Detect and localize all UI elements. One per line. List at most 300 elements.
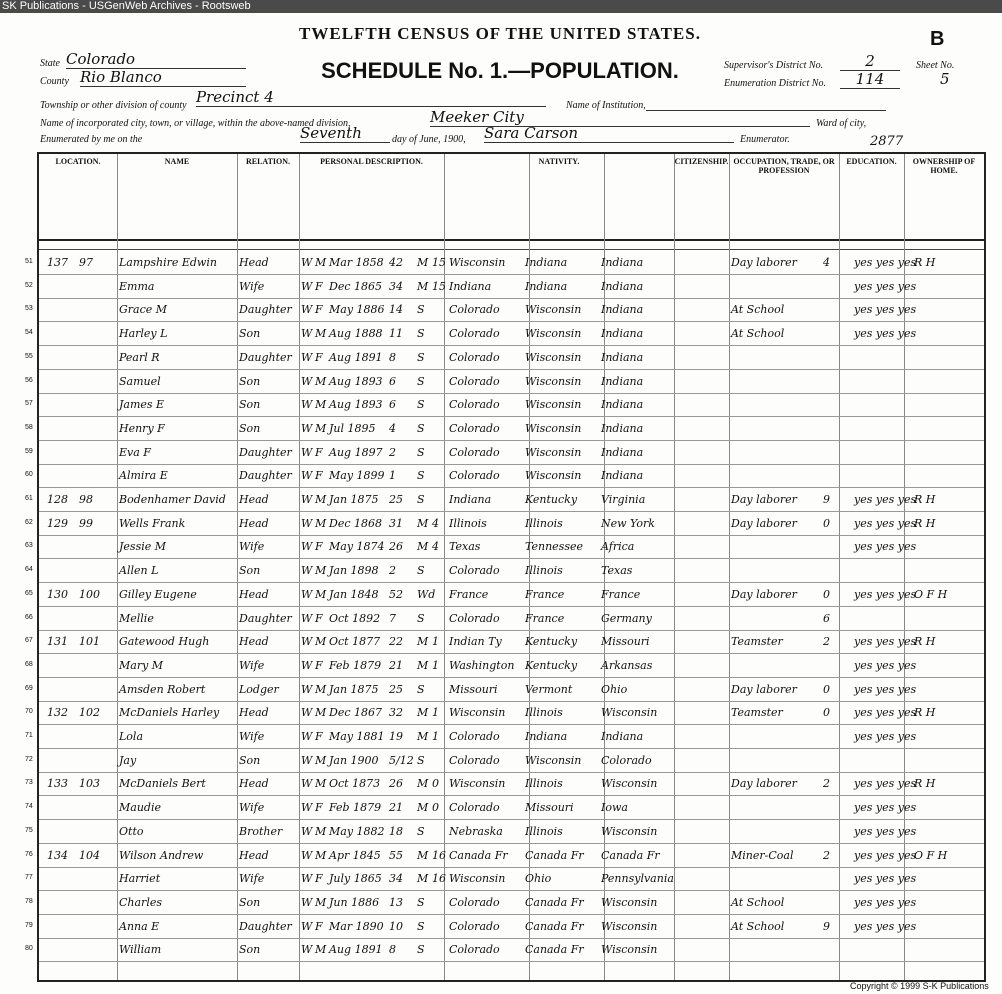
line-number: 80 bbox=[25, 945, 33, 953]
cell-race: W bbox=[301, 516, 313, 530]
line-number: 75 bbox=[25, 826, 33, 834]
cell-y: 1 bbox=[432, 730, 439, 743]
cell-bp: Texas bbox=[449, 540, 481, 554]
cell-ms: M bbox=[417, 516, 429, 530]
census-title: TWELFTH CENSUS OF THE UNITED STATES. bbox=[299, 24, 701, 43]
cell-age: 4 bbox=[389, 421, 396, 435]
table-row bbox=[25, 728, 984, 745]
cell-ed: yes yes yes bbox=[854, 493, 917, 506]
line-number: 54 bbox=[25, 329, 33, 337]
cell-fbp: Indiana bbox=[525, 730, 568, 743]
cell-own: R H bbox=[914, 256, 936, 269]
cell-race: W bbox=[301, 682, 313, 696]
cell-sex: F bbox=[315, 872, 323, 886]
cell-ms: M bbox=[417, 801, 429, 815]
cell-bp: Colorado bbox=[449, 303, 500, 317]
cell-rel: Wife bbox=[239, 658, 265, 672]
cell-occ: Day laborer bbox=[731, 587, 797, 601]
cell-ed: yes yes yes bbox=[854, 706, 917, 720]
grid-hline bbox=[39, 961, 984, 962]
cell-rel: Wife bbox=[239, 730, 265, 743]
enum-day: Seventh bbox=[300, 124, 390, 143]
cell-rel: Wife bbox=[239, 540, 265, 554]
cell-rel: Head bbox=[239, 635, 269, 649]
line-number: 73 bbox=[25, 779, 33, 787]
cell-birth: Jan 1898 bbox=[329, 564, 379, 578]
cell-name: Gatewood Hugh bbox=[119, 635, 210, 649]
cell-sex: F bbox=[315, 730, 323, 743]
cell-y: 16 bbox=[432, 872, 446, 886]
table-row bbox=[25, 586, 984, 603]
table-row bbox=[25, 681, 984, 698]
cell-birth: Aug 1891 bbox=[329, 350, 383, 364]
cell-rel: Wife bbox=[239, 279, 265, 293]
cell-fbp: Tennessee bbox=[525, 540, 583, 554]
cell-mbp: Indiana bbox=[601, 421, 644, 435]
table-row bbox=[25, 562, 984, 579]
sheet-letter: B bbox=[930, 28, 945, 50]
cell-name: Wilson Andrew bbox=[119, 848, 204, 862]
table-row bbox=[25, 349, 984, 366]
cell-bp: Missouri bbox=[449, 682, 498, 696]
cell-name: Emma bbox=[119, 279, 155, 293]
grid-hline bbox=[39, 653, 984, 654]
line-number: 59 bbox=[25, 447, 33, 455]
cell-rel: Daughter bbox=[239, 611, 292, 625]
cell-fbp: Kentucky bbox=[525, 635, 578, 649]
cell-bp: Washington bbox=[449, 658, 515, 672]
cell-race: W bbox=[301, 279, 313, 293]
cell-race: W bbox=[301, 801, 313, 815]
cell-race: W bbox=[301, 493, 313, 506]
cell-name: Lampshire Edwin bbox=[119, 256, 217, 269]
cell-dw: 137 bbox=[47, 256, 68, 269]
cell-bp: Wisconsin bbox=[449, 706, 506, 720]
cell-birth: Feb 1879 bbox=[329, 658, 382, 672]
cell-name: Grace M bbox=[119, 303, 168, 317]
cell-dw: 132 bbox=[47, 706, 68, 720]
cell-race: W bbox=[301, 895, 313, 909]
cell-y: 1 bbox=[432, 706, 439, 720]
cell-name: Harriet bbox=[119, 872, 161, 886]
line-number: 71 bbox=[25, 732, 33, 739]
cell-name: William bbox=[119, 943, 162, 957]
cell-age: 25 bbox=[389, 493, 403, 506]
cell-fbp: Canada Fr bbox=[525, 895, 584, 909]
grid-hline bbox=[39, 867, 984, 868]
supervisor-label: Supervisor's District No. bbox=[724, 60, 824, 71]
table-row bbox=[25, 704, 984, 721]
cell-name: Henry F bbox=[119, 421, 165, 435]
cell-ms: S bbox=[417, 398, 425, 412]
line-number: 74 bbox=[25, 803, 33, 811]
cell-birth: Mar 1890 bbox=[329, 919, 384, 933]
cell-name: Otto bbox=[119, 824, 144, 838]
day-of-label: day of June, 1900, bbox=[392, 134, 466, 145]
table-row bbox=[25, 396, 984, 413]
cell-bp: Indiana bbox=[449, 279, 492, 293]
cell-bp: Colorado bbox=[449, 801, 500, 815]
cell-ms: S bbox=[417, 327, 425, 341]
cell-rel: Head bbox=[239, 516, 269, 530]
cell-age: 25 bbox=[389, 682, 403, 696]
cell-race: W bbox=[301, 421, 313, 435]
table-row bbox=[25, 325, 984, 342]
cell-mbp: Africa bbox=[601, 540, 635, 554]
cell-rel: Head bbox=[239, 706, 269, 720]
cell-bp: Colorado bbox=[449, 611, 500, 625]
cell-ms: M bbox=[417, 256, 429, 269]
cell-ed: yes yes yes bbox=[854, 327, 917, 341]
table-row bbox=[25, 894, 984, 911]
cell-rel: Daughter bbox=[239, 350, 292, 364]
table-row bbox=[25, 301, 984, 318]
cell-age: 52 bbox=[389, 587, 403, 601]
cell-rel: Wife bbox=[239, 801, 265, 815]
cell-race: W bbox=[301, 919, 313, 933]
table-row bbox=[25, 444, 984, 461]
cell-birth: July 1865 bbox=[329, 872, 382, 886]
cell-rel: Son bbox=[239, 374, 261, 388]
state-label: State bbox=[40, 58, 60, 69]
line-number: 61 bbox=[25, 495, 33, 502]
cell-rel: Head bbox=[239, 493, 269, 506]
cell-sex: M bbox=[315, 374, 327, 388]
cell-bp: Colorado bbox=[449, 445, 500, 459]
cell-own: R H bbox=[914, 516, 936, 530]
cell-birth: Oct 1873 bbox=[329, 777, 381, 791]
cell-ms: Wd bbox=[417, 587, 436, 601]
cell-bp: Colorado bbox=[449, 919, 500, 933]
cell-age: 26 bbox=[389, 540, 403, 554]
cell-ms: M bbox=[417, 658, 429, 672]
cell-bp: Wisconsin bbox=[449, 256, 506, 269]
cell-ms: S bbox=[417, 303, 425, 317]
line-number: 58 bbox=[25, 423, 33, 431]
cell-rel: Head bbox=[239, 848, 269, 862]
cell-birth: May 1881 bbox=[329, 730, 385, 743]
cell-y: 15 bbox=[432, 256, 446, 269]
cell-race: W bbox=[301, 445, 313, 459]
cell-mbp: Wisconsin bbox=[601, 777, 658, 791]
cell-rel: Son bbox=[239, 421, 261, 435]
schedule-title: SCHEDULE No. 1.—POPULATION. bbox=[321, 58, 679, 83]
cell-sex: M bbox=[315, 943, 327, 957]
cell-bp: Illinois bbox=[449, 516, 487, 530]
cell-mbp: Pennsylvania bbox=[601, 872, 674, 886]
cell-ed: yes yes yes bbox=[854, 256, 917, 269]
cell-name: Harley L bbox=[119, 327, 168, 341]
cell-dw: 134 bbox=[47, 848, 68, 862]
cell-race: W bbox=[301, 872, 313, 886]
cell-age: 11 bbox=[389, 327, 403, 341]
table-row bbox=[25, 610, 984, 627]
table-row bbox=[25, 467, 984, 484]
table-row bbox=[25, 847, 984, 864]
cell-bp: France bbox=[449, 587, 489, 601]
cell-fbp: Illinois bbox=[525, 777, 563, 791]
cell-mbp: Iowa bbox=[601, 801, 628, 815]
line-number: 72 bbox=[25, 755, 33, 763]
cell-mbp: Indiana bbox=[601, 256, 644, 269]
cell-race: W bbox=[301, 564, 313, 578]
cell-y: 0 bbox=[432, 777, 439, 791]
cell-fbp: Wisconsin bbox=[525, 469, 582, 483]
cell-mo: 2 bbox=[823, 777, 830, 791]
cell-ms: S bbox=[417, 824, 425, 838]
cell-ms: M bbox=[417, 777, 429, 791]
table-row bbox=[25, 941, 984, 958]
line-number: 56 bbox=[25, 376, 33, 384]
cell-bp: Colorado bbox=[449, 350, 500, 364]
cell-mo: 6 bbox=[823, 611, 830, 625]
cell-bp: Canada Fr bbox=[449, 848, 508, 862]
line-number: 70 bbox=[25, 708, 33, 716]
grid-hline bbox=[39, 819, 984, 820]
cell-ms: M bbox=[417, 848, 429, 862]
cell-own: R H bbox=[914, 706, 936, 720]
cell-occ: Teamster bbox=[731, 706, 783, 720]
cell-mo: 2 bbox=[823, 848, 830, 862]
cell-name: Eva F bbox=[119, 445, 151, 459]
line-number: 77 bbox=[25, 874, 33, 882]
grid-hline bbox=[39, 677, 984, 678]
cell-sex: M bbox=[315, 516, 327, 530]
cell-mbp: Wisconsin bbox=[601, 706, 658, 720]
cell-fbp: Missouri bbox=[525, 801, 574, 815]
state-value: Colorado bbox=[66, 50, 246, 69]
grid-hline bbox=[39, 464, 984, 465]
cell-race: W bbox=[301, 753, 313, 767]
cell-bp: Colorado bbox=[449, 398, 500, 412]
cell-age: 13 bbox=[389, 895, 403, 909]
cell-ed: yes yes yes bbox=[854, 635, 917, 649]
cell-fbp: Kentucky bbox=[525, 493, 578, 506]
cell-sex: F bbox=[315, 303, 323, 317]
table-row bbox=[25, 633, 984, 650]
cell-mbp: Indiana bbox=[601, 279, 644, 293]
cell-own: R H bbox=[914, 493, 936, 506]
cell-ms: S bbox=[417, 421, 425, 435]
cell-mo: 9 bbox=[823, 493, 830, 506]
cell-birth: Aug 1891 bbox=[329, 943, 383, 957]
cell-y: 16 bbox=[432, 848, 446, 862]
cell-birth: Dec 1868 bbox=[329, 516, 382, 530]
cell-occ: At School bbox=[731, 303, 785, 317]
cell-birth: Aug 1893 bbox=[329, 374, 383, 388]
cell-fbp: Illinois bbox=[525, 706, 563, 720]
cell-age: 14 bbox=[389, 303, 403, 317]
cell-rel: Son bbox=[239, 943, 261, 957]
grid-hline bbox=[39, 487, 984, 488]
cell-race: W bbox=[301, 587, 313, 601]
cell-rel: Daughter bbox=[239, 303, 292, 317]
cell-rel: Son bbox=[239, 753, 261, 767]
cell-occ: At School bbox=[731, 895, 785, 909]
cell-rel: Head bbox=[239, 587, 269, 601]
cell-dw: 131 bbox=[47, 635, 68, 649]
cell-race: W bbox=[301, 256, 313, 269]
cell-mbp: France bbox=[601, 587, 641, 601]
cell-ms: S bbox=[417, 469, 425, 483]
enumerated-label: Enumerated by me on the bbox=[40, 134, 143, 145]
cell-fbp: Vermont bbox=[525, 682, 573, 696]
cell-sex: M bbox=[315, 493, 327, 506]
cell-mbp: New York bbox=[601, 516, 655, 530]
cell-occ: Miner-Coal bbox=[731, 848, 794, 862]
grid-hline bbox=[39, 393, 984, 394]
table-row bbox=[25, 254, 984, 271]
col-education: EDUCATION. bbox=[839, 154, 905, 239]
cell-birth: Jan 1875 bbox=[329, 682, 379, 696]
cell-fbp: Illinois bbox=[525, 824, 563, 838]
cell-mbp: Wisconsin bbox=[601, 895, 658, 909]
table-row bbox=[25, 538, 984, 555]
cell-sex: M bbox=[315, 587, 327, 601]
cell-name: James E bbox=[119, 398, 165, 412]
cell-race: W bbox=[301, 398, 313, 412]
cell-birth: Dec 1865 bbox=[329, 279, 382, 293]
cell-age: 2 bbox=[389, 564, 396, 578]
cell-bp: Colorado bbox=[449, 469, 500, 483]
cell-own: R H bbox=[914, 777, 936, 791]
cell-birth: Oct 1892 bbox=[329, 611, 381, 625]
cell-age: 2 bbox=[389, 445, 396, 459]
cell-occ: Day laborer bbox=[731, 516, 797, 530]
cell-ms: M bbox=[417, 635, 429, 649]
cell-bp: Colorado bbox=[449, 943, 500, 957]
cell-bp: Indiana bbox=[449, 493, 492, 506]
cell-race: W bbox=[301, 824, 313, 838]
cell-mbp: Colorado bbox=[601, 753, 652, 767]
cell-age: 34 bbox=[389, 872, 403, 886]
cell-name: Bodenhamer David bbox=[119, 493, 226, 506]
line-number: 76 bbox=[25, 850, 33, 858]
cell-mo: 9 bbox=[823, 919, 830, 933]
cell-age: 55 bbox=[389, 848, 403, 862]
cell-birth: Feb 1879 bbox=[329, 801, 382, 815]
cell-bp: Colorado bbox=[449, 421, 500, 435]
cell-sex: M bbox=[315, 256, 327, 269]
cell-age: 42 bbox=[389, 256, 403, 269]
cell-mo: 2 bbox=[823, 635, 830, 649]
cell-y: 0 bbox=[432, 801, 439, 815]
table-row bbox=[25, 373, 984, 390]
cell-fbp: Illinois bbox=[525, 516, 563, 530]
line-number: 52 bbox=[25, 281, 33, 289]
cell-ed: yes yes yes bbox=[854, 587, 917, 601]
cell-fam: 99 bbox=[79, 516, 93, 530]
stamp-number: 2877 bbox=[870, 134, 904, 149]
cell-ms: M bbox=[417, 730, 429, 743]
cell-bp: Colorado bbox=[449, 895, 500, 909]
grid-hline bbox=[39, 511, 984, 512]
cell-name: McDaniels Harley bbox=[119, 706, 220, 720]
cell-ed: yes yes yes bbox=[854, 919, 917, 933]
enum-district-label: Enumeration District No. bbox=[724, 78, 826, 89]
cell-ed: yes yes yes bbox=[854, 872, 917, 886]
cell-fam: 102 bbox=[79, 706, 100, 720]
cell-ms: M bbox=[417, 279, 429, 293]
cell-race: W bbox=[301, 777, 313, 791]
enumerator-name: Sara Carson bbox=[484, 124, 734, 143]
cell-sex: F bbox=[315, 611, 323, 625]
cell-race: W bbox=[301, 469, 313, 483]
cell-rel: Head bbox=[239, 256, 269, 269]
line-number: 51 bbox=[25, 258, 33, 265]
cell-race: W bbox=[301, 730, 313, 743]
cell-birth: May 1882 bbox=[329, 824, 385, 838]
cell-fbp: France bbox=[525, 611, 565, 625]
cell-name: Jay bbox=[119, 753, 137, 767]
city-label: Name of incorporated city, town, or village, within the above-named division, bbox=[40, 118, 351, 129]
county-value: Rio Blanco bbox=[80, 68, 246, 87]
cell-sex: M bbox=[315, 421, 327, 435]
cell-ed: yes yes yes bbox=[854, 658, 917, 672]
cell-fbp: Ohio bbox=[525, 872, 552, 886]
cell-name: Mary M bbox=[119, 658, 164, 672]
cell-age: 22 bbox=[389, 635, 403, 649]
grid-hline bbox=[39, 843, 984, 844]
cell-name: Wells Frank bbox=[119, 516, 186, 530]
cell-sex: M bbox=[315, 635, 327, 649]
cell-ms: M bbox=[417, 872, 429, 886]
cell-rel: Son bbox=[239, 398, 261, 412]
cell-rel: Lodger bbox=[239, 682, 279, 696]
cell-y: 1 bbox=[432, 635, 439, 649]
col-relation: RELATION. bbox=[237, 154, 300, 239]
cell-birth: Jan 1875 bbox=[329, 493, 379, 506]
cell-occ: At School bbox=[731, 919, 785, 933]
cell-ms: S bbox=[417, 753, 425, 767]
cell-age: 6 bbox=[389, 374, 396, 388]
cell-birth: Jun 1886 bbox=[329, 895, 380, 909]
cell-sex: F bbox=[315, 469, 323, 483]
cell-sex: M bbox=[315, 398, 327, 412]
cell-sex: M bbox=[315, 824, 327, 838]
table-row bbox=[25, 823, 984, 840]
cell-sex: F bbox=[315, 919, 323, 933]
cell-fbp: Wisconsin bbox=[525, 753, 582, 767]
cell-name: Jessie M bbox=[119, 540, 166, 554]
cell-age: 21 bbox=[389, 658, 403, 672]
grid-hline bbox=[39, 274, 984, 275]
cell-mbp: Indiana bbox=[601, 730, 644, 743]
cell-name: Gilley Eugene bbox=[119, 587, 197, 601]
grid-hline bbox=[39, 298, 984, 299]
col-ownership: OWNERSHIP OF HOME. bbox=[912, 157, 976, 175]
line-number: 63 bbox=[25, 542, 33, 550]
cell-ms: S bbox=[417, 943, 425, 957]
cell-ms: S bbox=[417, 682, 425, 696]
grid-hline bbox=[39, 535, 984, 536]
table-row bbox=[25, 491, 984, 508]
cell-occ: Day laborer bbox=[731, 777, 797, 791]
cell-rel: Wife bbox=[239, 872, 265, 886]
grid-hline bbox=[39, 724, 984, 725]
cell-sex: F bbox=[315, 350, 323, 364]
table-row bbox=[25, 657, 984, 674]
cell-mo: 0 bbox=[823, 587, 830, 601]
cell-ed: yes yes yes bbox=[854, 777, 917, 791]
cell-fam: 104 bbox=[79, 848, 100, 862]
cell-ed: yes yes yes bbox=[854, 303, 917, 317]
cell-name: Mellie bbox=[119, 611, 154, 625]
table-row bbox=[25, 918, 984, 935]
grid-hline bbox=[39, 416, 984, 417]
cell-bp: Colorado bbox=[449, 564, 500, 578]
cell-bp: Nebraska bbox=[449, 824, 503, 838]
